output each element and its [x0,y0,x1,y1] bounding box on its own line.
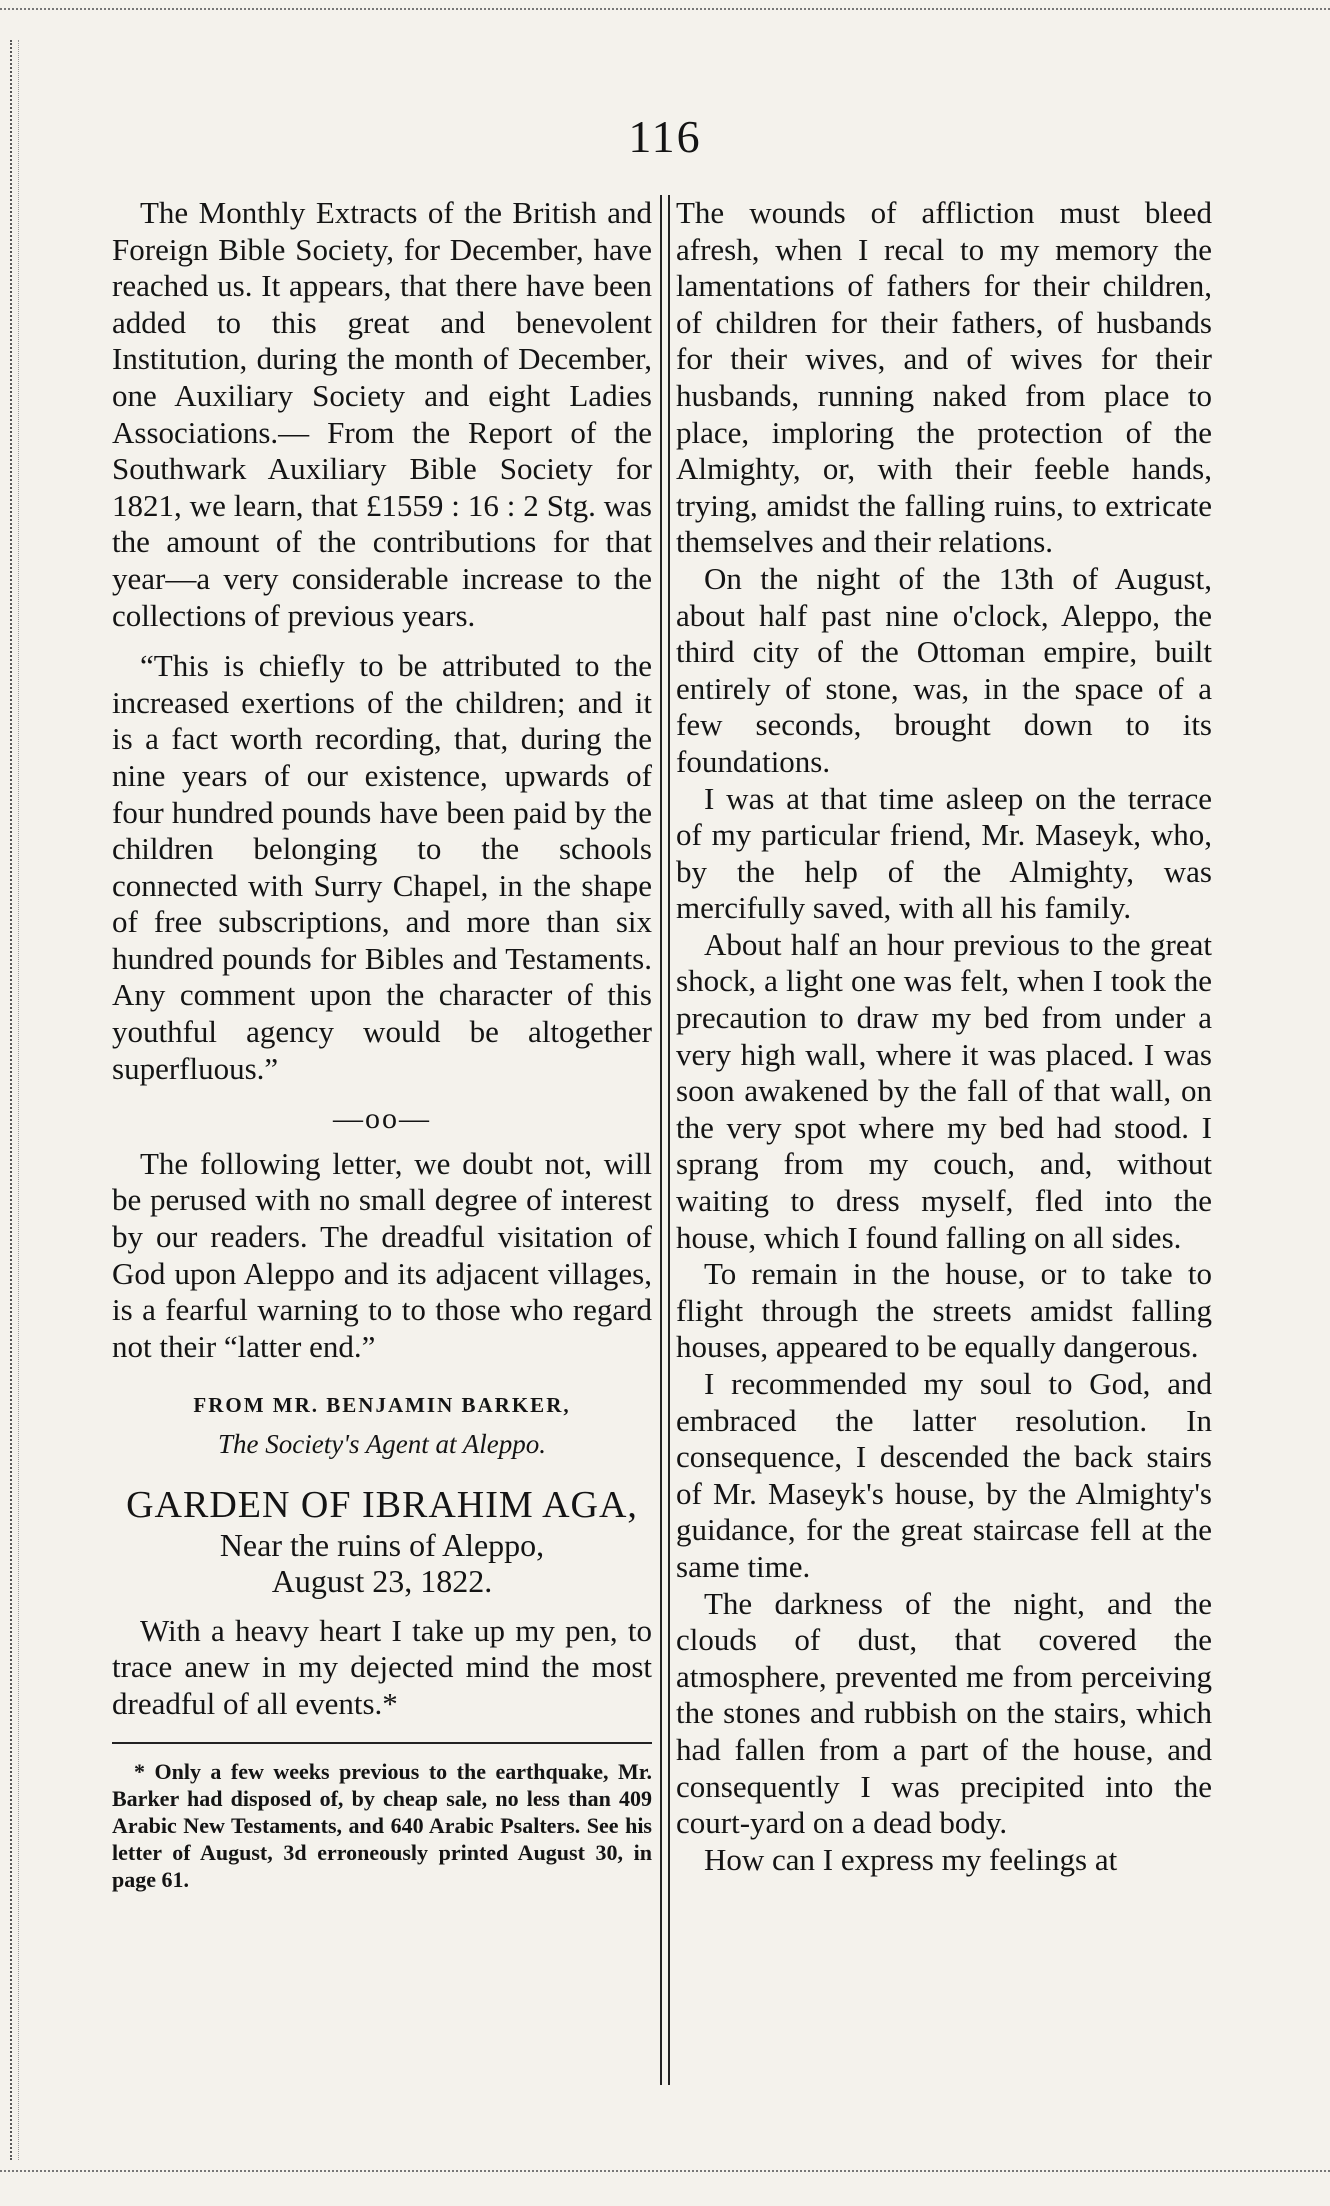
page-binding-edge [10,40,19,2160]
agent-title-line: The Society's Agent at Aleppo. [218,1429,546,1459]
column-rule [660,195,670,2085]
night-paragraph: On the night of the 13th of August, about half past nine o'clock, Aleppo, the third city of the Ottoman empire, built entirely of stone, was, in the space of a few seconds, brought down to its foundations. [676,560,1212,779]
section-divider: —oo— [333,1102,431,1136]
letter-heading: GARDEN OF IBRAHIM AGA, [126,1483,638,1526]
asleep-paragraph: I was at that time asleep on the terrace of my particular friend, Mr. Maseyk, who, by the help of the Almighty, was mercifully saved, with all his family. [676,780,1212,926]
introduction-paragraph: The following letter, we doubt not, will be perused with no small degree of interest by our readers. The dreadful visitation of God upon Aleppo and its adjacent villages, is a fearful warning to to those who regard not their “latter end.” [112,1145,652,1364]
recommended-paragraph: I recommended my soul to God, and embraced the latter resolution. In consequence, I descended the back stairs of Mr. Maseyk's house, by the Almighty's guidance, for the great staircase fell at the same time. [676,1366,1212,1584]
left-column [112,195,652,1893]
letter-from-line: FROM MR. BENJAMIN BARKER, [193,1393,571,1418]
feelings-paragraph: How can I express my feelings at [704,1841,1118,1877]
footnote: * Only a few weeks previous to the earthquake, Mr. Barker had disposed of, by cheap sale, no less than 409 Arabic New Testaments, and 640 Arabic Psalters. See his letter of August, 3d erroneously printed August 30, in page 61. [112,1759,652,1893]
right-column [676,195,1212,1878]
shock-paragraph: About half an hour previous to the great shock, a light one was felt, when I took the precaution to draw my bed from under a very high wall, where it was placed. I was soon awakened by the fall of that wall, on the very spot where my bed had stood. I sprang from my couch, and, without waiting to dress myself, fled into the house, which I found falling on all sides. [676,926,1212,1255]
remain-paragraph: To remain in the house, or to take to flight through the streets amidst falling houses, appeared to be equally dangerous. [676,1256,1212,1365]
page-bottom-edge [0,2170,1330,2176]
footnote-rule [112,1742,652,1744]
letter-opening-paragraph: With a heavy heart I take up my pen, to trace anew in my dejected mind the most dreadful of all events.* [112,1612,652,1721]
quotation-paragraph: “This is chiefly to be attributed to the increased exertions of the children; and it is a fact worth recording, that, during the nine years of our existence, upwards of four hundred pounds have been paid by the children belonging to the schools connected with Surry Chapel, in the shape of free subscriptions, and more than six hundred pounds for Bibles and Testaments. Any comment upon the character of this youthful agency would be altogether superfluous.” [112,648,652,1086]
darkness-paragraph: The darkness of the night, and the clouds of dust, that covered the atmosphere, prevented me from perceiving the stones and rubbish on the stairs, which had fallen from a part of the house, and consequently I was precipited into the court-yard on a dead body. [676,1585,1212,1841]
letter-location: Near the ruins of Aleppo, [219,1526,545,1563]
page-top-edge [0,8,1330,14]
wounds-paragraph: The wounds of affliction must bleed afresh, when I recal to my memory the lamentations of fathers for their children, of children for their fathers, of husbands for their wives, and of wives for their husbands, running naked from place to place, imploring the protection of the Almighty, or, with their feeble hands, trying, amidst the falling ruins, to extricate themselves and their relations. [676,195,1212,560]
page-number: 116 [628,111,702,162]
monthly-extracts-paragraph: The Monthly Extracts of the British and Foreign Bible Society, for December, have reached us. It appears, that there have been added to this great and benevolent Institution, during the month of December, one Auxiliary Society and eight Ladies Associations.— From the Report of the Southwark Auxiliary Bible Society for 1821, we learn, that £1559 : 16 : 2 Stg. was the amount of the contributions for that year—a very considerable increase to the collections of previous years. [112,195,652,633]
letter-date: August 23, 1822. [271,1562,493,1599]
